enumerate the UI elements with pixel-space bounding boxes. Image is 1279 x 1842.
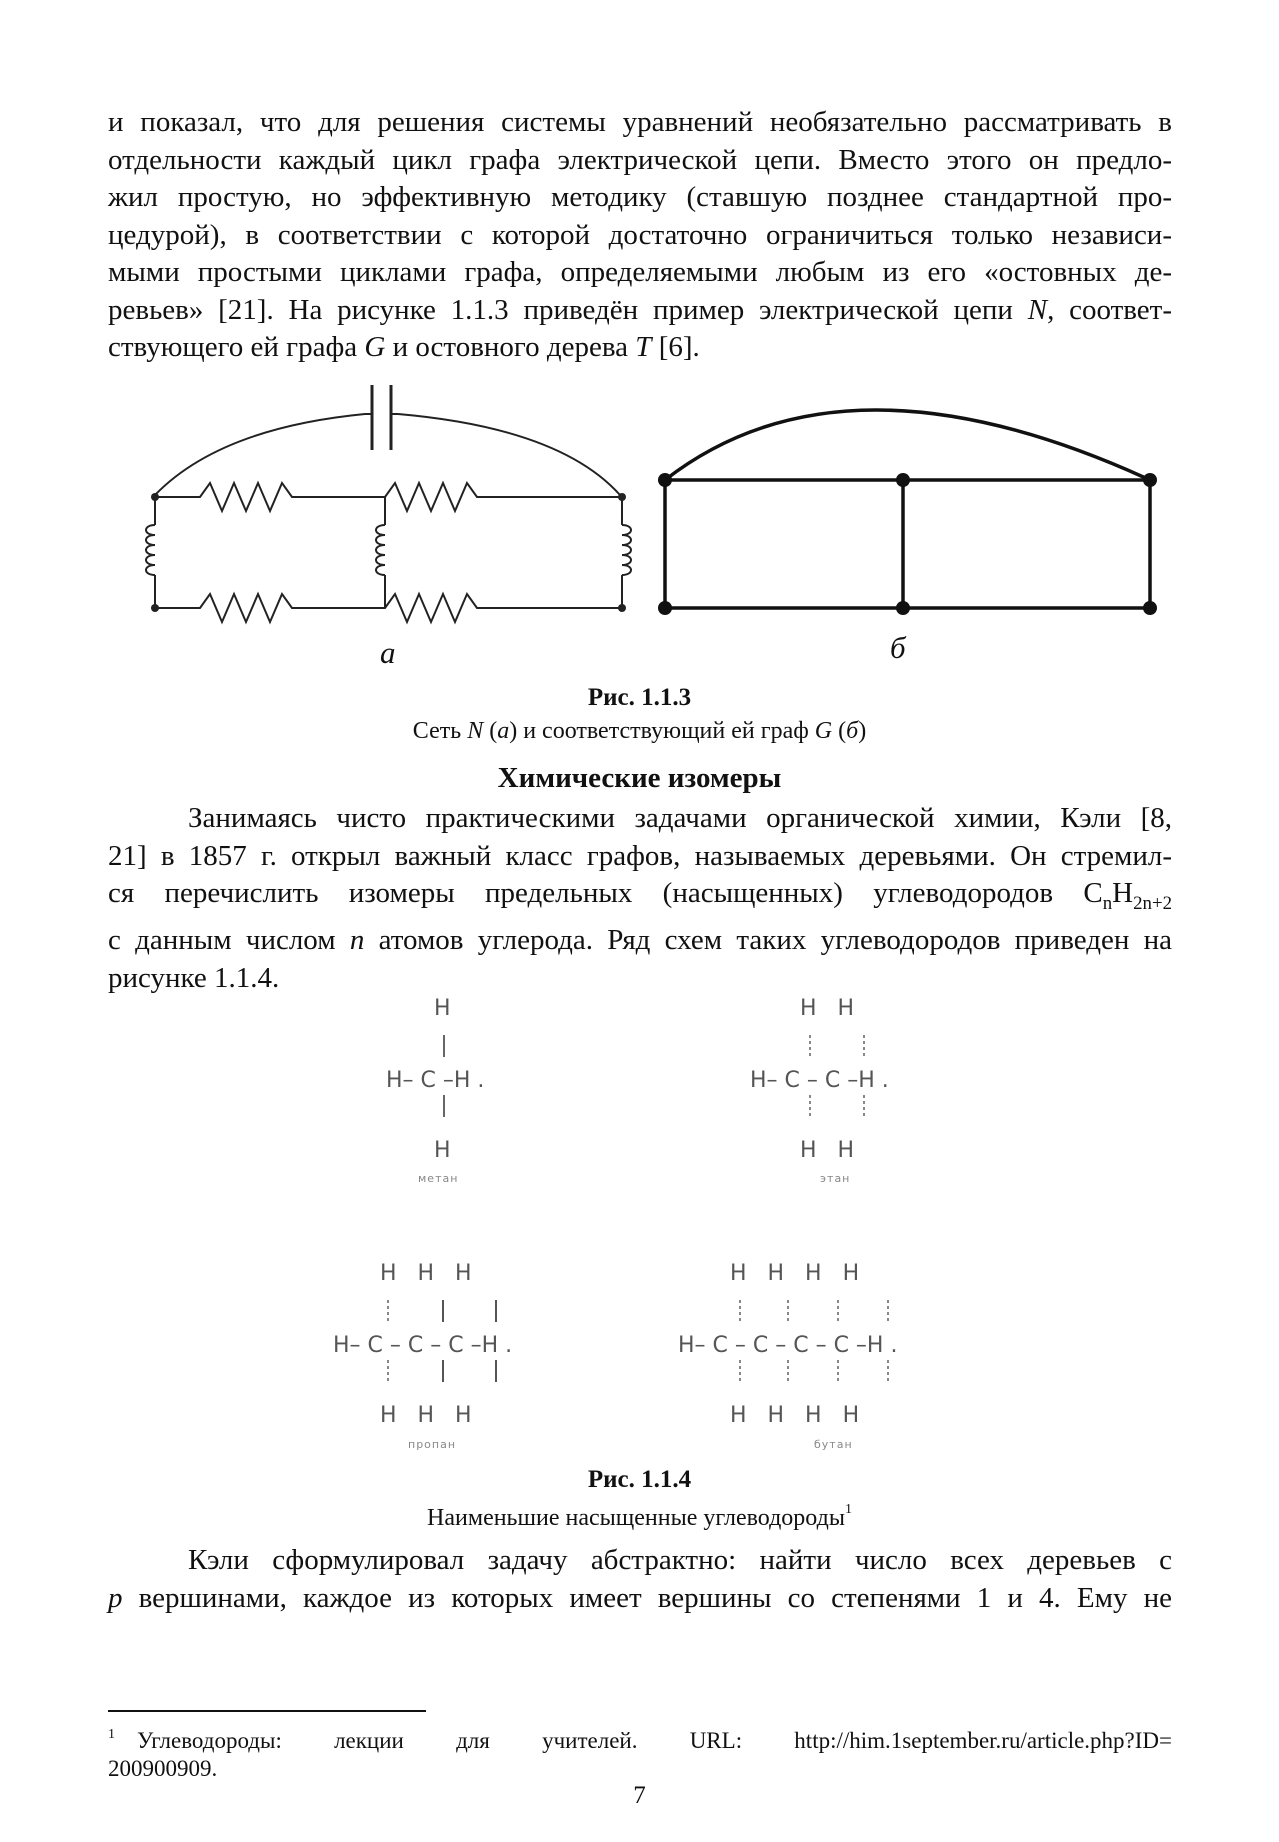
node: [618, 604, 626, 612]
graph-arc-edge: [665, 410, 1150, 480]
molecule-name: бутан: [814, 1438, 853, 1451]
figure-caption-text: Сеть N (а) и соответствующий ей граф G (б): [412, 718, 867, 744]
atom-row: H– C – C –H .: [750, 1068, 889, 1093]
graph-vertex: [658, 601, 672, 615]
text-line: жил простую, но эффективную методику (ставшую позднее стандартной про-: [108, 181, 1172, 213]
graph-vertex: [896, 601, 910, 615]
atom-row: H– C – C – C – C –H .: [678, 1333, 898, 1358]
paragraph-1: [108, 104, 1172, 367]
text-line: ствующего ей графа G и остовного дерева T [6].: [108, 331, 700, 363]
text-line: Кэли сформулировал задачу абстрактно: найти число всех деревьев с: [188, 1544, 1172, 1576]
footnote-line: [108, 1721, 1172, 1755]
figure-caption: [0, 1502, 1279, 1532]
atom-row: H H H H: [730, 1403, 860, 1428]
text-line: мыми простыми циклами графа, определяемыми любым из его «остовных де-: [108, 256, 1172, 288]
graph-vertex: [1143, 601, 1157, 615]
footnote-line: 200900909.: [108, 1756, 218, 1781]
text-line: 21] в 1857 г. открыл важный класс графов, называемых деревьями. Он стремил-: [108, 839, 1172, 872]
footnote-mark: 1: [108, 1727, 115, 1742]
footnote-text: Углеводороды: лекции для учителей. URL: http://him.1september.ru/article.php?ID=: [137, 1728, 1172, 1753]
arc-wire-left: [155, 414, 365, 495]
molecule-name: метан: [418, 1172, 459, 1185]
footnote: [108, 1721, 1172, 1783]
text-line: с данным числом n атомов углерода. Ряд схем таких углеводородов приведен на: [108, 924, 1172, 957]
text-line: ся перечислить изомеры предельных (насыщенных) углеводородов $C_nH_{2n+2}$: [108, 877, 1172, 914]
molecule-name: этан: [820, 1172, 851, 1185]
figure-label-b: б: [890, 630, 906, 665]
footnote-ref: 1: [844, 1502, 852, 1517]
atom-row: H– C –H .: [386, 1068, 485, 1093]
top-wire-resistors: [155, 483, 622, 511]
graph-vertex: [1143, 473, 1157, 487]
molecule-name: пропан: [408, 1438, 457, 1451]
figure-caption-text: Наименьшие насыщенные углеводороды: [427, 1505, 845, 1531]
atom-row: H: [434, 1138, 451, 1163]
section-heading: Химические изомеры: [497, 762, 782, 794]
node: [151, 493, 159, 501]
atom-row: H H: [800, 996, 855, 1021]
inductor-right: [622, 525, 631, 575]
atom-row: H H H: [380, 1261, 472, 1286]
paragraph-3: [108, 1542, 1172, 1617]
inductor-left: [146, 525, 155, 575]
atom-row: H– C – C – C –H .: [333, 1333, 513, 1358]
circuit-diagram: [140, 380, 640, 630]
bottom-wire-resistors: [155, 594, 622, 622]
figure-number: Рис. 1.1.3: [587, 684, 692, 711]
atom-row: H H H H: [730, 1261, 860, 1286]
text-line: рисунке 1.1.4.: [108, 961, 280, 994]
graph-g-diagram: [645, 370, 1175, 630]
atom-row: H H: [800, 1138, 855, 1163]
text-line: отдельности каждый цикл графа электрической цепи. Вместо этого он предло-: [108, 143, 1172, 176]
footnote-rule: [108, 1710, 426, 1712]
atom-row: H: [434, 996, 451, 1021]
text-line: p вершинами, каждое из которых имеет вершины со степенями 1 и 4. Ему не: [108, 1581, 1172, 1614]
arc-wire-right: [398, 414, 620, 495]
paragraph-2: [108, 800, 1172, 997]
inductor-middle: [376, 525, 385, 575]
text-line: Занимаясь чисто практическими задачами органической химии, Кэли [8,: [188, 802, 1172, 834]
text-line: ревьев» [21]. На рисунке 1.1.3 приведён пример электрической цепи N, соответ-: [108, 293, 1172, 326]
figure-number: Рис. 1.1.4: [587, 1466, 692, 1493]
atom-row: H H H: [380, 1403, 472, 1428]
node: [151, 604, 159, 612]
graph-vertex: [658, 473, 672, 487]
figure-label-a: а: [380, 635, 396, 670]
figure-caption: [0, 718, 1279, 745]
node: [618, 493, 626, 501]
page-number: 7: [633, 1782, 646, 1809]
text-line: цедурой), в соответствии с которой достаточно ограничиться только независи-: [108, 218, 1172, 251]
graph-vertex: [896, 473, 910, 487]
text-line: и показал, что для решения системы уравнений необязательно рассматривать в: [108, 106, 1172, 138]
